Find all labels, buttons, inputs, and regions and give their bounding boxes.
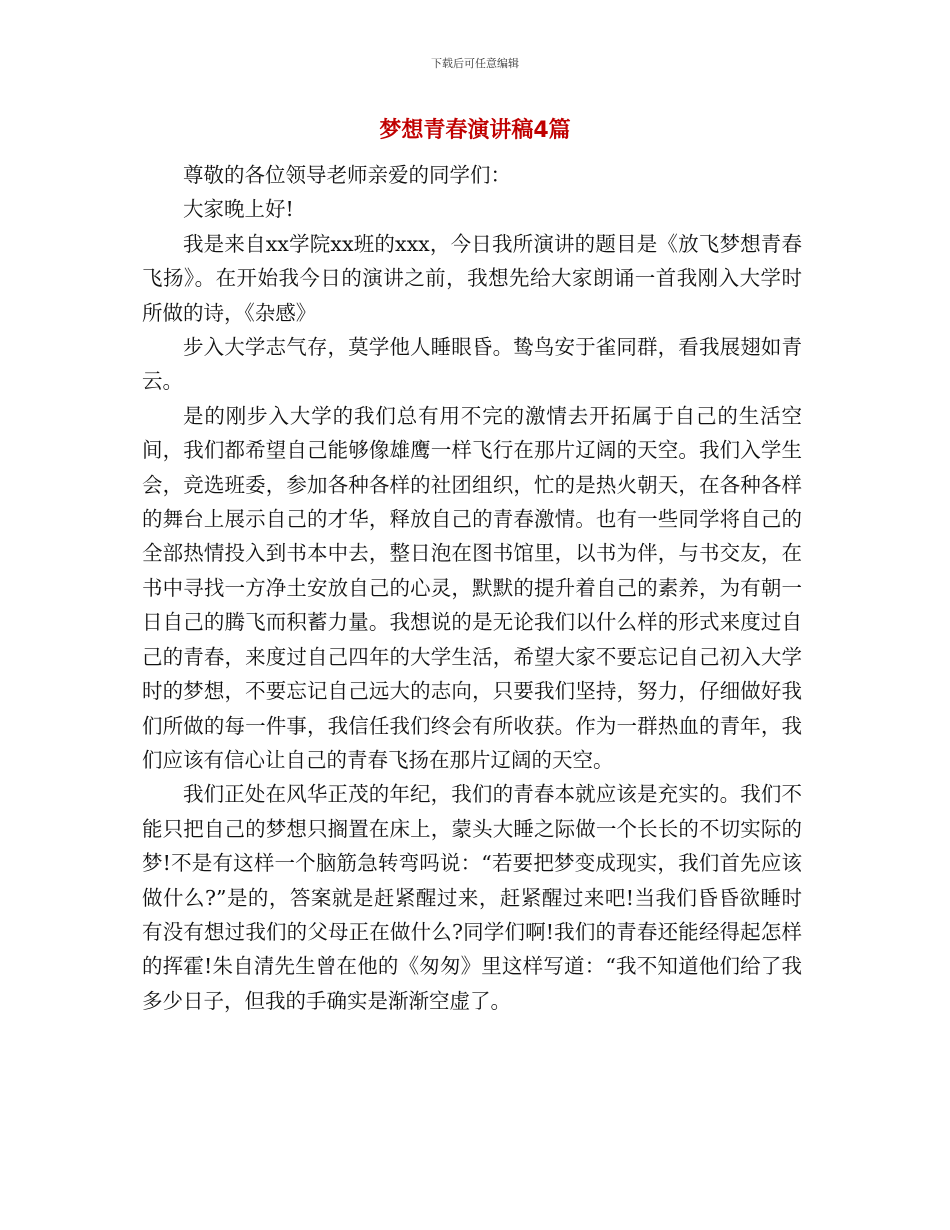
header-note: 下载后可任意编辑 [431, 57, 519, 70]
body-paragraph: 我们正处在风华正茂的年纪，我们的青春本就应该是充实的。我们不能只把自己的梦想只搁置在床上，蒙头大睡之际做一个长长的不切实际的梦!不是有这样一个脑筋急转弯吗说：“若要把梦变成现实，我们首先应该做什么?”是的，答案就是赶紧醒过来，赶紧醒过来吧!当我们昏昏欲睡时有没有想过我们的父母正在做什么?同学们啊!我们的青春还能经得起怎样的挥霍!朱自清先生曾在他的《匆匆》里这样写道：“我不知道他们给了我多少日子，但我的手确实是渐渐空虚了。 [142, 782, 802, 1013]
document-title: 梦想青春演讲稿4篇 [379, 118, 571, 143]
document-body [142, 158, 802, 1018]
greeting-paragraph: 大家晚上好! [183, 197, 294, 222]
poem-paragraph: 步入大学志气存，莫学他人睡眼昏。鸷鸟安于雀同群，看我展翅如青云。 [142, 335, 802, 394]
salutation-paragraph: 尊敬的各位领导老师亲爱的同学们： [183, 163, 511, 187]
body-paragraph: 是的刚步入大学的我们总有用不完的激情去开拓属于自己的生活空间，我们都希望自己能够像雄鹰一样飞行在那片辽阔的天空。我们入学生会，竞选班委，参加各种各样的社团组织，忙的是热火朝天，在各种各样的舞台上展示自己的才华，释放自己的青春激情。也有一些同学将自己的全部热情投入到书本中去，整日泡在图书馆里，以书为伴，与书交友，在书中寻找一方净土安放自己的心灵，默默的提升着自己的素养，为有朝一日自己的腾飞而积蓄力量。我想说的是无论我们以什么样的形式来度过自己的青春，来度过自己四年的大学生活，希望大家不要忘记自己初入大学时的梦想，不要忘记自己远大的志向，只要我们坚持，努力，仔细做好我们所做的每一件事，我信任我们终会有所收获。作为一群热血的青年，我们应该有信心让自己的青春飞扬在那片辽阔的天空。 [142, 403, 802, 772]
intro-paragraph: 我是来自xx学院xx班的xxx，今日我所演讲的题目是《放飞梦想青春飞扬》。在开始我今日的演讲之前，我想先给大家朗诵一首我刚入大学时所做的诗，《杂感》 [142, 231, 802, 325]
